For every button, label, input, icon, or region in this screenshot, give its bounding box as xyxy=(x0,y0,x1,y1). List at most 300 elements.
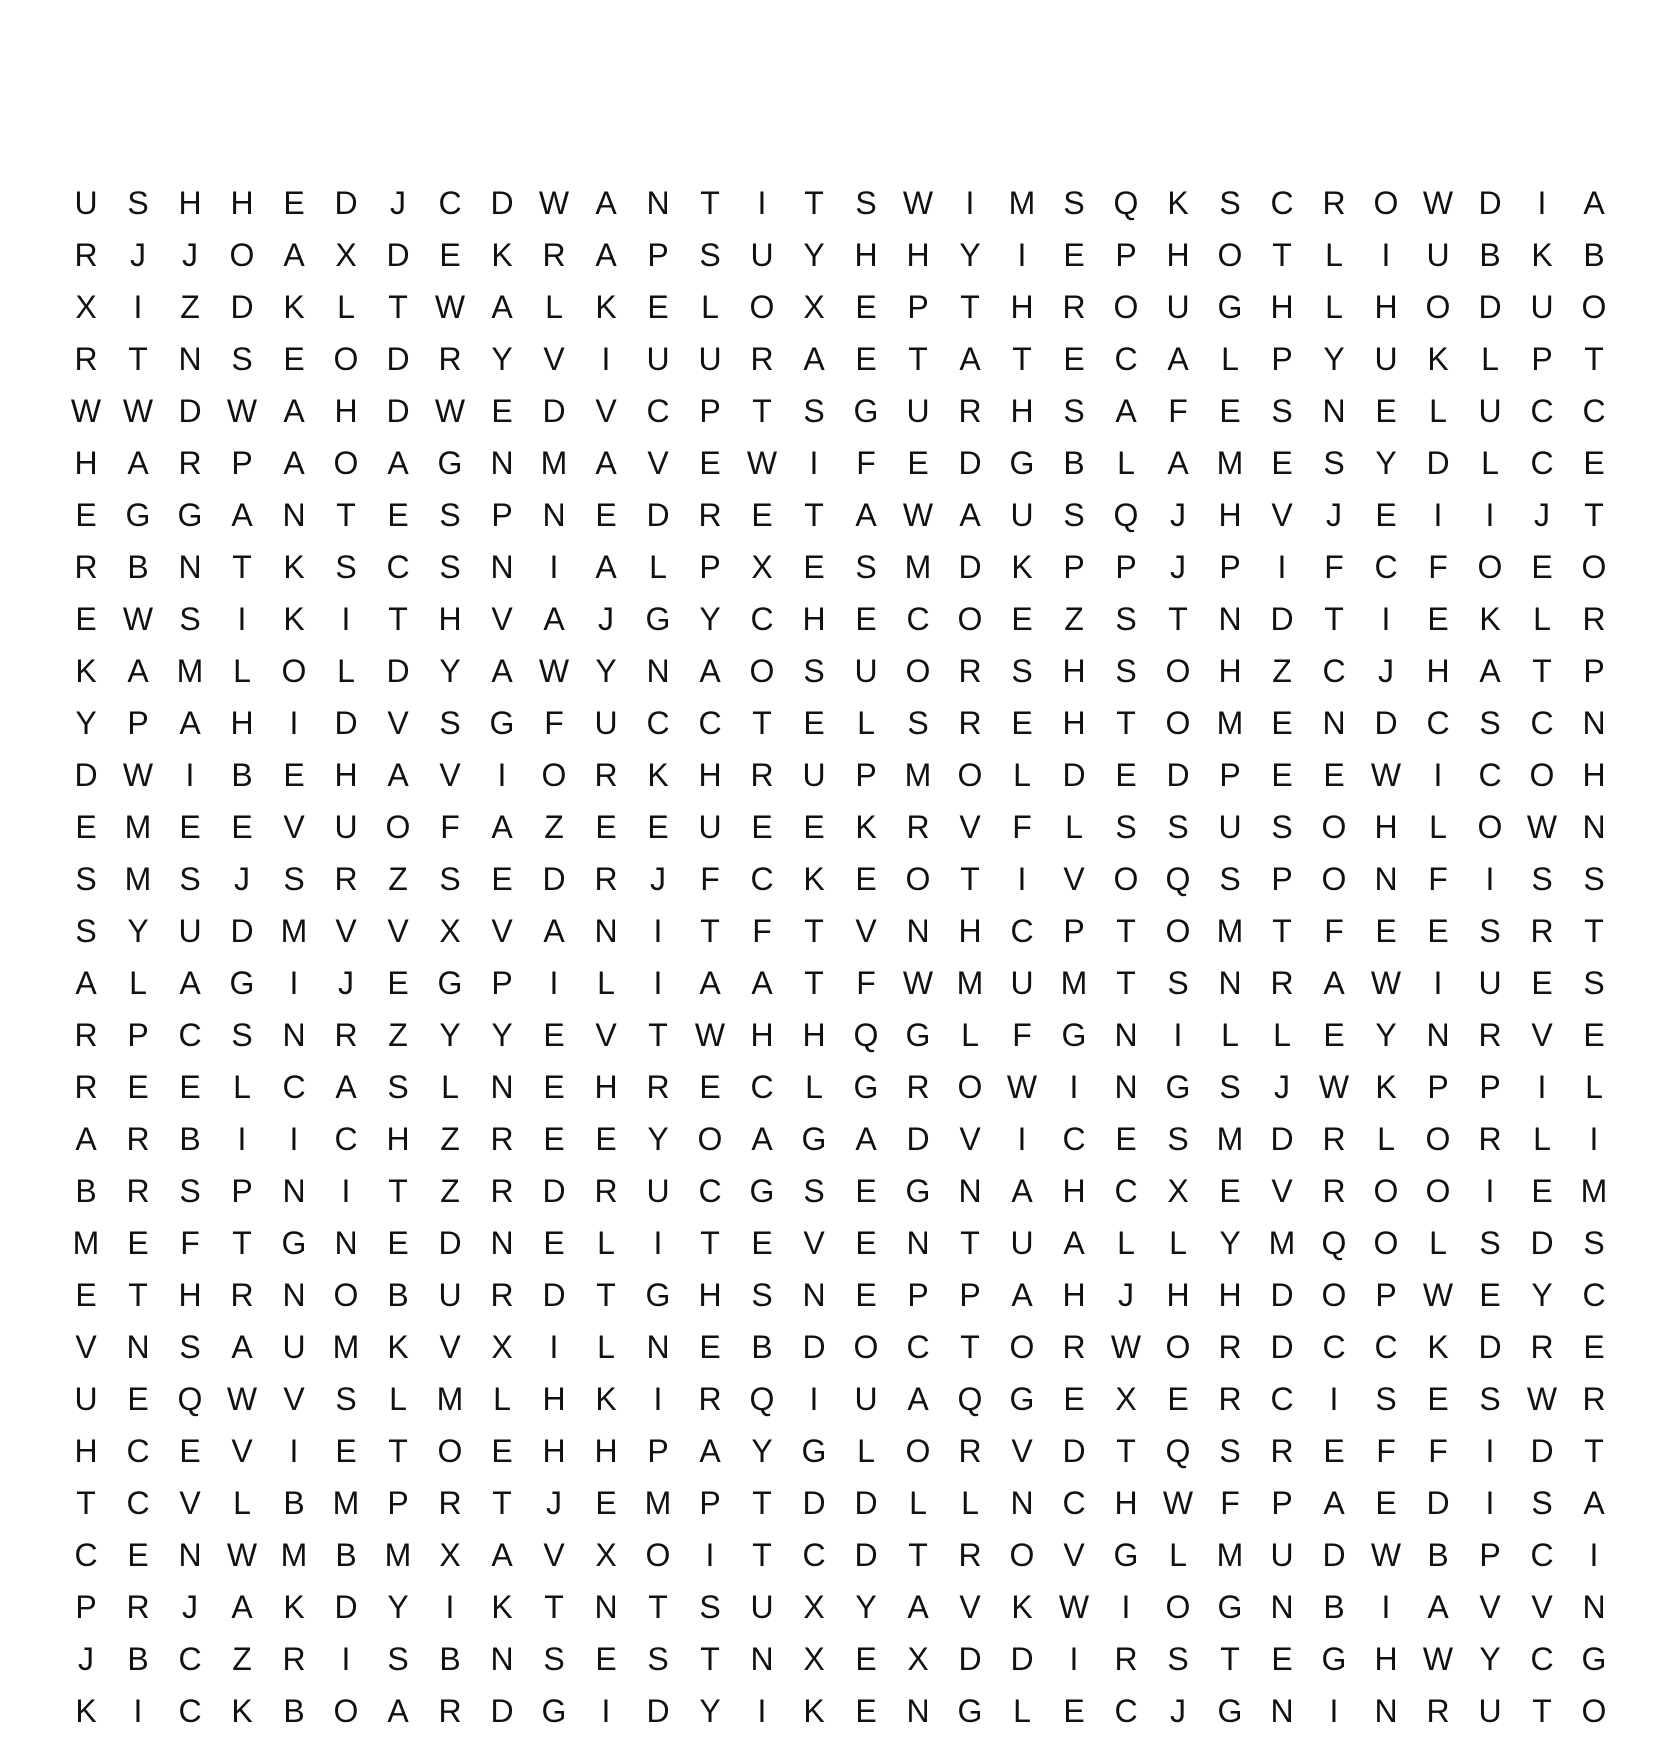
grid-cell[interactable]: A xyxy=(127,653,149,689)
grid-cell[interactable]: E xyxy=(699,1069,721,1105)
grid-cell[interactable]: A xyxy=(699,653,721,689)
grid-cell[interactable]: L xyxy=(1377,1121,1395,1157)
grid-cell[interactable]: D xyxy=(230,913,254,949)
grid-cell[interactable]: G xyxy=(1581,1641,1607,1677)
grid-cell[interactable]: D xyxy=(334,1589,358,1625)
grid-cell[interactable]: K xyxy=(595,289,617,325)
grid-cell[interactable]: T xyxy=(1220,1641,1240,1677)
grid-cell[interactable]: E xyxy=(75,497,97,533)
grid-cell[interactable]: K xyxy=(283,601,305,637)
grid-cell[interactable]: K xyxy=(1531,237,1553,273)
grid-cell[interactable]: K xyxy=(1011,549,1033,585)
grid-cell[interactable]: W xyxy=(902,497,934,533)
grid-cell[interactable]: I xyxy=(1485,497,1495,533)
grid-cell[interactable]: U xyxy=(74,185,98,221)
grid-cell[interactable]: N xyxy=(906,1693,930,1729)
grid-cell[interactable]: L xyxy=(857,1433,875,1469)
grid-cell[interactable]: L xyxy=(233,653,251,689)
grid-cell[interactable]: O xyxy=(1373,185,1399,221)
grid-cell[interactable]: E xyxy=(1063,1693,1085,1729)
grid-cell[interactable]: V xyxy=(283,1381,305,1417)
grid-cell[interactable]: E xyxy=(1427,913,1449,949)
grid-cell[interactable]: S xyxy=(1219,1069,1241,1105)
grid-cell[interactable]: E xyxy=(595,809,617,845)
grid-cell[interactable]: R xyxy=(490,1121,514,1157)
grid-cell[interactable]: S xyxy=(1531,861,1553,897)
grid-cell[interactable]: R xyxy=(646,1069,670,1105)
grid-cell[interactable]: U xyxy=(646,341,670,377)
grid-cell[interactable]: F xyxy=(1324,549,1344,585)
grid-cell[interactable]: D xyxy=(386,393,410,429)
grid-cell[interactable]: Z xyxy=(388,861,408,897)
grid-cell[interactable]: B xyxy=(1323,1589,1345,1625)
grid-cell[interactable]: S xyxy=(699,237,721,273)
grid-cell[interactable]: M xyxy=(956,965,984,1001)
grid-cell[interactable]: U xyxy=(1374,341,1398,377)
grid-cell[interactable]: H xyxy=(1374,289,1398,325)
grid-cell[interactable]: W xyxy=(226,393,258,429)
grid-cell[interactable]: Z xyxy=(1272,653,1292,689)
grid-cell[interactable]: O xyxy=(1425,1121,1451,1157)
grid-cell[interactable]: L xyxy=(233,1485,251,1521)
grid-cell[interactable]: S xyxy=(1583,1225,1605,1261)
grid-cell[interactable]: E xyxy=(1167,1381,1189,1417)
grid-cell[interactable]: A xyxy=(699,965,721,1001)
grid-cell[interactable]: V xyxy=(1271,1173,1293,1209)
grid-cell[interactable]: D xyxy=(1530,1433,1554,1469)
grid-cell[interactable]: K xyxy=(283,549,305,585)
grid-cell[interactable]: C xyxy=(646,705,670,741)
grid-cell[interactable]: M xyxy=(904,549,932,585)
grid-cell[interactable]: H xyxy=(1166,1277,1190,1313)
grid-cell[interactable]: V xyxy=(543,341,565,377)
grid-cell[interactable]: A xyxy=(595,549,617,585)
grid-cell[interactable]: R xyxy=(178,445,202,481)
grid-cell[interactable]: H xyxy=(802,1017,826,1053)
grid-cell[interactable]: J xyxy=(1170,497,1186,533)
grid-cell[interactable]: I xyxy=(445,1589,455,1625)
grid-cell[interactable]: S xyxy=(387,1641,409,1677)
grid-cell[interactable]: I xyxy=(809,1381,819,1417)
grid-cell[interactable]: X xyxy=(803,1589,825,1625)
grid-cell[interactable]: W xyxy=(434,289,466,325)
grid-cell[interactable]: Q xyxy=(1165,861,1191,897)
grid-cell[interactable]: L xyxy=(129,965,147,1001)
grid-cell[interactable]: W xyxy=(226,1381,258,1417)
grid-cell[interactable]: L xyxy=(389,1381,407,1417)
grid-cell[interactable]: S xyxy=(1271,393,1293,429)
grid-cell[interactable]: L xyxy=(961,1485,979,1521)
grid-cell[interactable]: H xyxy=(906,237,930,273)
grid-cell[interactable]: U xyxy=(750,1589,774,1625)
grid-cell[interactable]: E xyxy=(1271,705,1293,741)
grid-cell[interactable]: N xyxy=(178,1537,202,1573)
grid-cell[interactable]: R xyxy=(1582,1381,1606,1417)
grid-cell[interactable]: R xyxy=(438,1485,462,1521)
grid-cell[interactable]: I xyxy=(185,757,195,793)
grid-cell[interactable]: T xyxy=(908,1537,928,1573)
grid-cell[interactable]: W xyxy=(1422,185,1454,221)
grid-cell[interactable]: A xyxy=(127,445,149,481)
grid-cell[interactable]: E xyxy=(1219,393,1241,429)
grid-cell[interactable]: T xyxy=(960,1225,980,1261)
grid-cell[interactable]: G xyxy=(905,1017,931,1053)
grid-cell[interactable]: H xyxy=(854,237,878,273)
grid-cell[interactable]: I xyxy=(705,1537,715,1573)
grid-cell[interactable]: D xyxy=(542,861,566,897)
grid-cell[interactable]: J xyxy=(1274,1069,1290,1105)
grid-cell[interactable]: D xyxy=(1270,1277,1294,1313)
grid-cell[interactable]: R xyxy=(958,1433,982,1469)
grid-cell[interactable]: T xyxy=(700,1225,720,1261)
grid-cell[interactable]: W xyxy=(1370,1537,1402,1573)
grid-cell[interactable]: O xyxy=(957,757,983,793)
grid-cell[interactable]: C xyxy=(1478,757,1502,793)
grid-cell[interactable]: A xyxy=(1427,1589,1449,1625)
grid-cell[interactable]: C xyxy=(1114,341,1138,377)
grid-cell[interactable]: E xyxy=(1375,1485,1397,1521)
grid-cell[interactable]: B xyxy=(387,1277,409,1313)
grid-cell[interactable]: A xyxy=(595,185,617,221)
grid-cell[interactable]: Y xyxy=(1219,1225,1241,1261)
grid-cell[interactable]: V xyxy=(543,1537,565,1573)
grid-cell[interactable]: G xyxy=(125,497,151,533)
grid-cell[interactable]: D xyxy=(1270,1329,1294,1365)
grid-cell[interactable]: T xyxy=(700,913,720,949)
grid-cell[interactable]: G xyxy=(853,1069,879,1105)
grid-cell[interactable]: E xyxy=(1063,341,1085,377)
grid-cell[interactable]: E xyxy=(1583,1017,1605,1053)
grid-cell[interactable]: A xyxy=(959,341,981,377)
grid-cell[interactable]: B xyxy=(75,1173,97,1209)
grid-cell[interactable]: C xyxy=(1530,445,1554,481)
grid-cell[interactable]: M xyxy=(644,1485,672,1521)
grid-cell[interactable]: L xyxy=(701,289,719,325)
grid-cell[interactable]: H xyxy=(1010,393,1034,429)
grid-cell[interactable]: G xyxy=(489,705,515,741)
grid-cell[interactable]: F xyxy=(1376,1433,1396,1469)
grid-cell[interactable]: I xyxy=(1485,1433,1495,1469)
grid-cell[interactable]: D xyxy=(802,1329,826,1365)
grid-cell[interactable]: L xyxy=(493,1381,511,1417)
grid-cell[interactable]: N xyxy=(282,1173,306,1209)
grid-cell[interactable]: I xyxy=(1537,1069,1547,1105)
grid-cell[interactable]: D xyxy=(1426,445,1450,481)
grid-cell[interactable]: I xyxy=(341,1173,351,1209)
grid-cell[interactable]: L xyxy=(1429,393,1447,429)
grid-cell[interactable]: D xyxy=(490,185,514,221)
grid-cell[interactable]: P xyxy=(1271,861,1293,897)
grid-cell[interactable]: E xyxy=(855,289,877,325)
grid-cell[interactable]: T xyxy=(388,601,408,637)
grid-cell[interactable]: K xyxy=(1167,185,1189,221)
grid-cell[interactable]: D xyxy=(958,549,982,585)
grid-cell[interactable]: E xyxy=(543,1069,565,1105)
grid-cell[interactable]: A xyxy=(179,965,201,1001)
grid-cell[interactable]: S xyxy=(439,705,461,741)
grid-cell[interactable]: U xyxy=(282,1329,306,1365)
grid-cell[interactable]: Y xyxy=(1531,1277,1553,1313)
grid-cell[interactable]: O xyxy=(333,341,359,377)
grid-cell[interactable]: R xyxy=(1322,185,1346,221)
grid-cell[interactable]: P xyxy=(491,497,513,533)
grid-cell[interactable]: H xyxy=(1582,757,1606,793)
grid-cell[interactable]: U xyxy=(334,809,358,845)
grid-cell[interactable]: H xyxy=(750,1017,774,1053)
grid-cell[interactable]: D xyxy=(1374,705,1398,741)
grid-cell[interactable]: A xyxy=(335,1069,357,1105)
grid-cell[interactable]: E xyxy=(1323,757,1345,793)
grid-cell[interactable]: M xyxy=(384,1537,412,1573)
grid-cell[interactable]: H xyxy=(386,1121,410,1157)
grid-cell[interactable]: T xyxy=(1532,653,1552,689)
grid-cell[interactable]: R xyxy=(958,653,982,689)
grid-cell[interactable]: N xyxy=(1582,809,1606,845)
grid-cell[interactable]: Z xyxy=(544,809,564,845)
grid-cell[interactable]: U xyxy=(646,1173,670,1209)
grid-cell[interactable]: A xyxy=(699,1433,721,1469)
grid-cell[interactable]: P xyxy=(1115,237,1137,273)
grid-cell[interactable]: S xyxy=(335,1381,357,1417)
grid-cell[interactable]: P xyxy=(1271,341,1293,377)
grid-cell[interactable]: I xyxy=(237,601,247,637)
grid-cell[interactable]: T xyxy=(232,1225,252,1261)
grid-cell[interactable]: I xyxy=(1017,1121,1027,1157)
grid-cell[interactable]: R xyxy=(1270,965,1294,1001)
grid-cell[interactable]: A xyxy=(231,1589,253,1625)
grid-cell[interactable]: S xyxy=(1479,1225,1501,1261)
grid-cell[interactable]: B xyxy=(1479,237,1501,273)
grid-cell[interactable]: J xyxy=(78,1641,94,1677)
grid-cell[interactable]: E xyxy=(1115,1121,1137,1157)
grid-cell[interactable]: D xyxy=(178,393,202,429)
grid-cell[interactable]: E xyxy=(803,809,825,845)
grid-cell[interactable]: V xyxy=(855,913,877,949)
grid-cell[interactable]: K xyxy=(491,237,513,273)
grid-cell[interactable]: H xyxy=(542,1433,566,1469)
grid-cell[interactable]: N xyxy=(1374,1693,1398,1729)
grid-cell[interactable]: J xyxy=(1170,1693,1186,1729)
grid-cell[interactable]: B xyxy=(127,1641,149,1677)
grid-cell[interactable]: I xyxy=(1537,185,1547,221)
grid-cell[interactable]: A xyxy=(1323,965,1345,1001)
grid-cell[interactable]: C xyxy=(1114,1693,1138,1729)
grid-cell[interactable]: V xyxy=(439,757,461,793)
grid-cell[interactable]: D xyxy=(542,393,566,429)
grid-cell[interactable]: T xyxy=(388,1173,408,1209)
grid-cell[interactable]: G xyxy=(749,1173,775,1209)
grid-cell[interactable]: B xyxy=(1427,1537,1449,1573)
grid-cell[interactable]: I xyxy=(653,1225,663,1261)
grid-cell[interactable]: A xyxy=(491,1537,513,1573)
grid-cell[interactable]: X xyxy=(491,1329,513,1365)
grid-cell[interactable]: B xyxy=(283,1693,305,1729)
grid-cell[interactable]: E xyxy=(387,497,409,533)
grid-cell[interactable]: W xyxy=(1318,1069,1350,1105)
grid-cell[interactable]: S xyxy=(231,1017,253,1053)
grid-cell[interactable]: C xyxy=(1426,705,1450,741)
grid-cell[interactable]: T xyxy=(752,393,772,429)
grid-cell[interactable]: K xyxy=(1427,1329,1449,1365)
grid-cell[interactable]: R xyxy=(126,1173,150,1209)
grid-cell[interactable]: U xyxy=(750,237,774,273)
grid-cell[interactable]: S xyxy=(1115,653,1137,689)
grid-cell[interactable]: C xyxy=(1062,1121,1086,1157)
grid-cell[interactable]: E xyxy=(1323,1433,1345,1469)
grid-cell[interactable]: T xyxy=(1532,1693,1552,1729)
grid-cell[interactable]: R xyxy=(906,1069,930,1105)
grid-cell[interactable]: I xyxy=(1433,497,1443,533)
grid-cell[interactable]: J xyxy=(338,965,354,1001)
grid-cell[interactable]: B xyxy=(179,1121,201,1157)
grid-cell[interactable]: J xyxy=(1118,1277,1134,1313)
grid-cell[interactable]: F xyxy=(544,705,564,741)
grid-cell[interactable]: M xyxy=(540,445,568,481)
grid-cell[interactable]: C xyxy=(698,705,722,741)
grid-cell[interactable]: I xyxy=(1485,861,1495,897)
grid-cell[interactable]: R xyxy=(1426,1693,1450,1729)
grid-cell[interactable]: F xyxy=(700,861,720,897)
grid-cell[interactable]: W xyxy=(746,445,778,481)
grid-cell[interactable]: M xyxy=(1216,1537,1244,1573)
grid-cell[interactable]: L xyxy=(545,289,563,325)
grid-cell[interactable]: A xyxy=(1583,1485,1605,1521)
grid-cell[interactable]: N xyxy=(126,1329,150,1365)
grid-cell[interactable]: W xyxy=(1162,1485,1194,1521)
grid-cell[interactable]: I xyxy=(1589,1121,1599,1157)
grid-cell[interactable]: T xyxy=(752,1485,772,1521)
grid-cell[interactable]: S xyxy=(75,913,97,949)
grid-cell[interactable]: W xyxy=(902,185,934,221)
grid-cell[interactable]: Q xyxy=(853,1017,879,1053)
grid-cell[interactable]: J xyxy=(598,601,614,637)
grid-cell[interactable]: D xyxy=(958,445,982,481)
grid-cell[interactable]: G xyxy=(1009,445,1035,481)
grid-cell[interactable]: D xyxy=(1062,1433,1086,1469)
grid-cell[interactable]: U xyxy=(1010,1225,1034,1261)
grid-cell[interactable]: R xyxy=(490,1173,514,1209)
grid-cell[interactable]: F xyxy=(1012,1017,1032,1053)
grid-cell[interactable]: C xyxy=(178,1693,202,1729)
grid-cell[interactable]: P xyxy=(699,549,721,585)
grid-cell[interactable]: E xyxy=(1219,1173,1241,1209)
grid-cell[interactable]: V xyxy=(1271,497,1293,533)
grid-cell[interactable]: G xyxy=(1009,1381,1035,1417)
grid-cell[interactable]: U xyxy=(854,653,878,689)
grid-cell[interactable]: S xyxy=(1167,965,1189,1001)
grid-cell[interactable]: L xyxy=(597,1225,615,1261)
grid-cell[interactable]: P xyxy=(699,393,721,429)
grid-cell[interactable]: W xyxy=(538,185,570,221)
grid-cell[interactable]: H xyxy=(594,1069,618,1105)
grid-cell[interactable]: N xyxy=(958,1173,982,1209)
grid-cell[interactable]: A xyxy=(751,965,773,1001)
grid-cell[interactable]: O xyxy=(1113,861,1139,897)
grid-cell[interactable]: P xyxy=(1531,341,1553,377)
grid-cell[interactable]: S xyxy=(803,1173,825,1209)
grid-cell[interactable]: C xyxy=(1530,1537,1554,1573)
grid-cell[interactable]: K xyxy=(647,757,669,793)
grid-cell[interactable]: G xyxy=(177,497,203,533)
grid-cell[interactable]: P xyxy=(1479,1537,1501,1573)
grid-cell[interactable]: N xyxy=(594,913,618,949)
grid-cell[interactable]: E xyxy=(179,809,201,845)
grid-cell[interactable]: W xyxy=(1422,1641,1454,1677)
grid-cell[interactable]: F xyxy=(1168,393,1188,429)
grid-cell[interactable]: R xyxy=(1530,913,1554,949)
grid-cell[interactable]: Y xyxy=(855,1589,877,1625)
grid-cell[interactable]: R xyxy=(594,861,618,897)
grid-cell[interactable]: A xyxy=(855,497,877,533)
grid-cell[interactable]: T xyxy=(128,1277,148,1313)
grid-cell[interactable]: P xyxy=(231,1173,253,1209)
grid-cell[interactable]: I xyxy=(1381,1589,1391,1625)
grid-cell[interactable]: N xyxy=(646,185,670,221)
grid-cell[interactable]: M xyxy=(124,809,152,845)
grid-cell[interactable]: M xyxy=(1216,1121,1244,1157)
grid-cell[interactable]: S xyxy=(1011,653,1033,689)
grid-cell[interactable]: Z xyxy=(232,1641,252,1677)
grid-cell[interactable]: D xyxy=(802,1485,826,1521)
grid-cell[interactable]: O xyxy=(333,1693,359,1729)
grid-cell[interactable]: L xyxy=(1429,1225,1447,1261)
grid-cell[interactable]: I xyxy=(341,601,351,637)
grid-cell[interactable]: T xyxy=(492,1485,512,1521)
grid-cell[interactable]: D xyxy=(1478,185,1502,221)
grid-cell[interactable]: M xyxy=(332,1329,360,1365)
grid-cell[interactable]: E xyxy=(231,809,253,845)
grid-cell[interactable]: O xyxy=(697,1121,723,1157)
grid-cell[interactable]: P xyxy=(699,1485,721,1521)
grid-cell[interactable]: E xyxy=(855,1277,877,1313)
grid-cell[interactable]: U xyxy=(698,341,722,377)
grid-cell[interactable]: N xyxy=(178,341,202,377)
grid-cell[interactable]: N xyxy=(282,1017,306,1053)
grid-cell[interactable]: F xyxy=(180,1225,200,1261)
grid-cell[interactable]: P xyxy=(1583,653,1605,689)
grid-cell[interactable]: Z xyxy=(440,1173,460,1209)
grid-cell[interactable]: K xyxy=(595,1381,617,1417)
grid-cell[interactable]: E xyxy=(595,1121,617,1157)
grid-cell[interactable]: C xyxy=(386,549,410,585)
grid-cell[interactable]: B xyxy=(335,1537,357,1573)
grid-cell[interactable]: V xyxy=(491,913,513,949)
grid-cell[interactable]: R xyxy=(594,757,618,793)
grid-cell[interactable]: K xyxy=(1479,601,1501,637)
grid-cell[interactable]: I xyxy=(809,445,819,481)
grid-cell[interactable]: B xyxy=(751,1329,773,1365)
grid-cell[interactable]: U xyxy=(438,1277,462,1313)
grid-cell[interactable]: Y xyxy=(699,1693,721,1729)
grid-cell[interactable]: R xyxy=(438,341,462,377)
grid-cell[interactable]: J xyxy=(182,1589,198,1625)
grid-cell[interactable]: J xyxy=(650,861,666,897)
grid-cell[interactable]: J xyxy=(234,861,250,897)
grid-cell[interactable]: U xyxy=(74,1381,98,1417)
grid-cell[interactable]: O xyxy=(281,653,307,689)
grid-cell[interactable]: O xyxy=(1477,809,1503,845)
grid-cell[interactable]: T xyxy=(804,913,824,949)
grid-cell[interactable]: X xyxy=(803,1641,825,1677)
grid-cell[interactable]: B xyxy=(231,757,253,793)
grid-cell[interactable]: P xyxy=(1063,549,1085,585)
grid-cell[interactable]: O xyxy=(1217,237,1243,273)
grid-cell[interactable]: U xyxy=(1166,289,1190,325)
grid-cell[interactable]: L xyxy=(961,1017,979,1053)
grid-cell[interactable]: O xyxy=(385,809,411,845)
grid-cell[interactable]: E xyxy=(1375,497,1397,533)
grid-cell[interactable]: W xyxy=(1110,1329,1142,1365)
